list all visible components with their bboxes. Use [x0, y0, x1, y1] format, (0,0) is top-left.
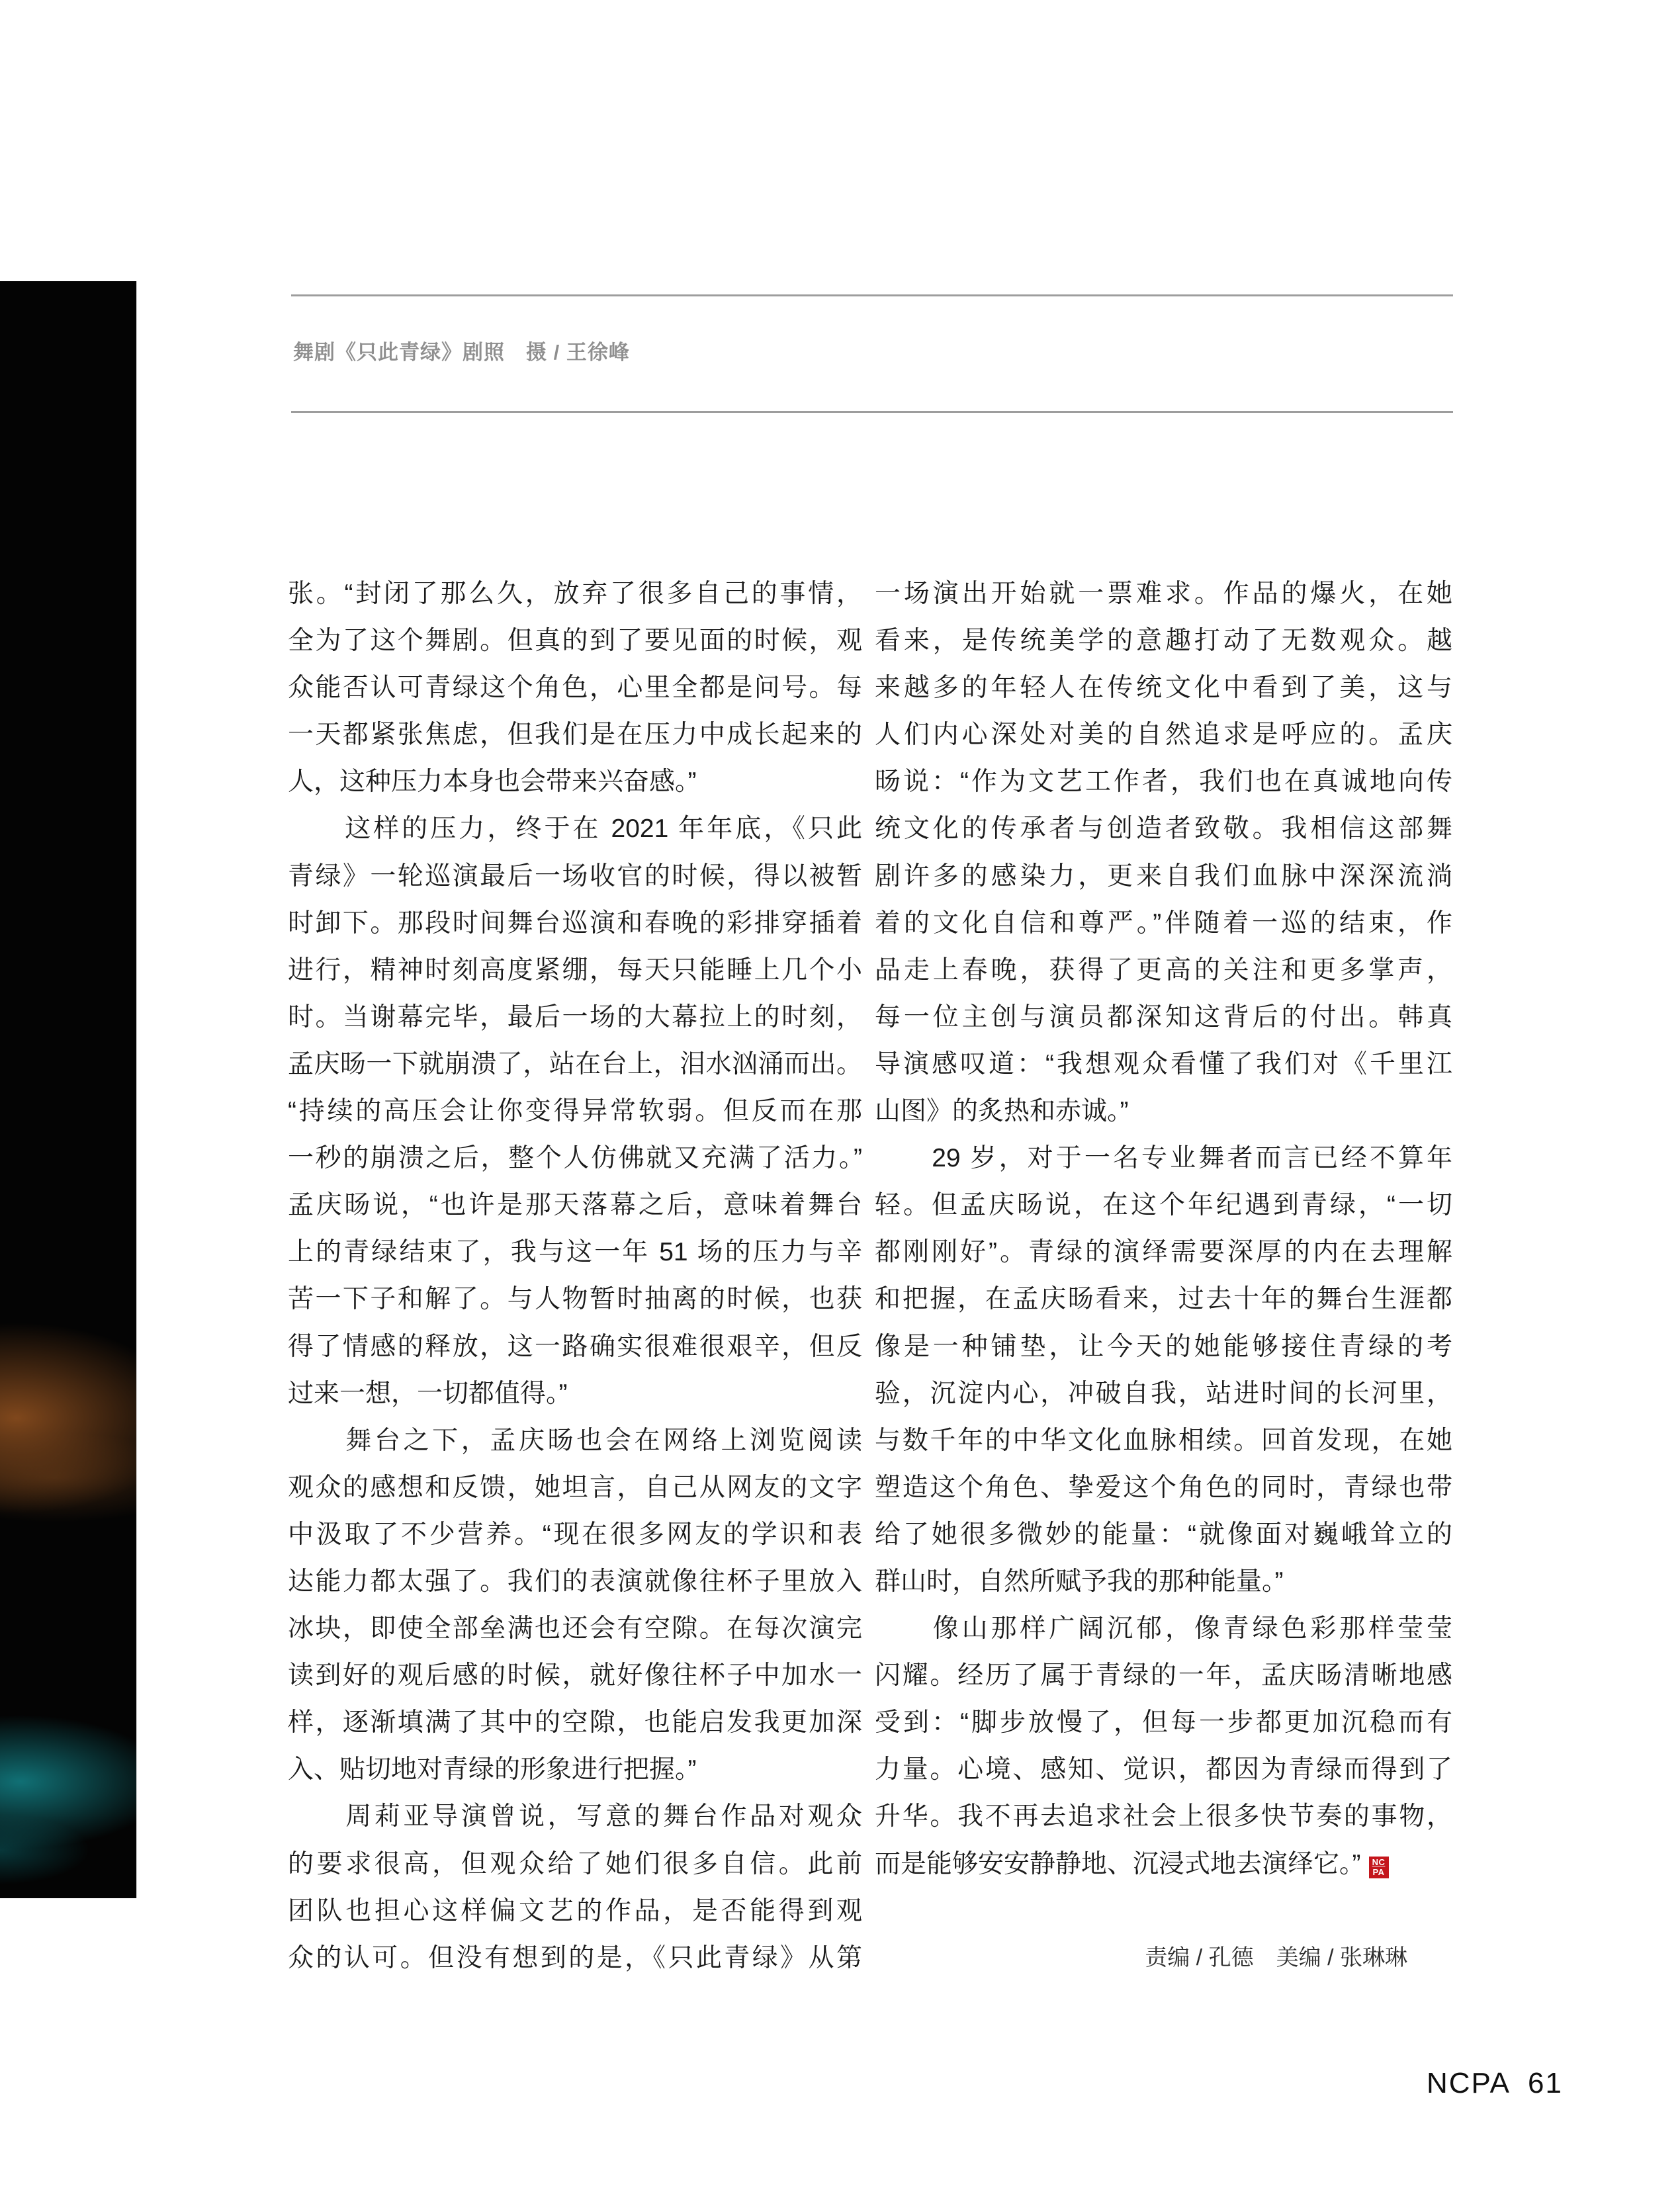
text-line: 像是一种铺垫，让今天的她能够接住青绿的考 [875, 1332, 1452, 1361]
text-line: 得了情感的释放，这一路确实很难很艰辛，但反 [288, 1332, 862, 1361]
text-line: 众的认可。但没有想到的是，《只此青绿》从第 [288, 1943, 862, 1972]
text-line: 上的青绿结束了，我与这一年 51 场的压力与辛 [288, 1238, 862, 1267]
text-line: 一场演出开始就一票难求。作品的爆火，在她 [875, 580, 1452, 608]
text-line: 舞台之下，孟庆旸也会在网络上浏览阅读 [288, 1426, 862, 1455]
text-line: 这样的压力，终于在 2021 年年底，《只此 [288, 814, 862, 844]
text-line: 进行，精神时刻高度紧绷，每天只能睡上几个小 [288, 955, 862, 985]
text-line: 观众的感想和反馈，她坦言，自己从网友的文字 [288, 1473, 862, 1502]
footer-page-number: 61 [1527, 2067, 1563, 2099]
text-line: 和把握，在孟庆旸看来，过去十年的舞台生涯都 [875, 1285, 1452, 1314]
text-line: 升华。我不再去追求社会上很多快节奏的事物， [875, 1802, 1452, 1831]
text-line: 时卸下。那段时间舞台巡演和春晚的彩排穿插着 [288, 908, 862, 938]
credits-line: 责编 / 孔德 美编 / 张琳琳 [1145, 1945, 1407, 1970]
text-line: 张。“封闭了那么久，放弃了很多自己的事情， [288, 580, 862, 608]
text-line: 验，沉淀内心，冲破自我，站进时间的长河里， [875, 1379, 1452, 1408]
text-line: 受到：“脚步放慢了，但每一步都更加沉稳而有 [875, 1708, 1452, 1737]
ncpa-logo: $\frac{NC}{PA}$ [1369, 1857, 1389, 1878]
text-line: 周莉亚导演曾说，写意的舞台作品对观众 [288, 1802, 862, 1831]
article-column-right [875, 570, 1452, 1888]
text-line: 塑造这个角色、挚爱这个角色的同时，青绿也带 [875, 1473, 1452, 1502]
text-line: 给了她很多微妙的能量：“就像面对巍峨耸立的 [875, 1520, 1452, 1549]
footer-brand: NCPA [1427, 2067, 1511, 2099]
text-line: 轻。但孟庆旸说，在这个年纪遇到青绿，“一切 [875, 1191, 1452, 1220]
text-line: 剧许多的感染力，更来自我们血脉中深深流淌 [875, 861, 1452, 891]
text-line: 的要求很高，但观众给了她们很多自信。此前 [288, 1849, 862, 1878]
text-line: 一秒的崩溃之后，整个人仿佛就又充满了活力。” [288, 1144, 862, 1173]
text-line: 看来，是传统美学的意趣打动了无数观众。越 [875, 627, 1452, 656]
text-line: 读到好的观后感的时候，就好像往杯子中加水一 [288, 1661, 862, 1690]
text-line: 入、贴切地对青绿的形象进行把握。” [288, 1755, 697, 1784]
text-line: 孟庆旸一下就崩溃了，站在台上，泪水汹涌而出。 [288, 1049, 862, 1078]
text-line: 达能力都太强了。我们的表演就像往杯子里放入 [288, 1567, 862, 1596]
text-line: 都刚刚好”。青绿的演绎需要深厚的内在去理解 [875, 1238, 1452, 1267]
text-line: 山图》的炙热和赤诚。” [875, 1097, 1129, 1126]
caption-rule-bottom [291, 411, 1453, 413]
text-line: 时。当谢幕完毕，最后一场的大幕拉上的时刻， [288, 1002, 862, 1031]
text-line: 苦一下子和解了。与人物暂时抽离的时候，也获 [288, 1285, 862, 1314]
text-line: 而是能够安安静静地、沉浸式地去演绎它。” $\frac{NC}{PA}$ [875, 1841, 1452, 1888]
caption-rule-top [291, 294, 1453, 296]
text-line: “持续的高压会让你变得异常软弱。但反而在那 [288, 1097, 862, 1126]
text-line: 人，这种压力本身也会带来兴奋感。” [288, 767, 697, 797]
text-line: 人们内心深处对美的自然追求是呼应的。孟庆 [875, 721, 1452, 750]
text-line: 导演感叹道：“我想观众看懂了我们对《千里江 [875, 1049, 1452, 1078]
text-line: 着的文化自信和尊严。”伴随着一巡的结束，作 [875, 908, 1452, 938]
text-line: 青绿》一轮巡演最后一场收官的时候，得以被暂 [288, 861, 862, 891]
text-line: 29 岁，对于一名专业舞者而言已经不算年 [875, 1144, 1452, 1173]
text-line: 众能否认可青绿这个角色，心里全都是问号。每 [288, 674, 862, 703]
text-line: 闪耀。经历了属于青绿的一年，孟庆旸清晰地感 [875, 1661, 1452, 1690]
text-line: 样，逐渐填满了其中的空隙，也能启发我更加深 [288, 1708, 862, 1737]
text-line: 统文化的传承者与创造者致敬。我相信这部舞 [875, 814, 1452, 844]
text-line: 与数千年的中华文化血脉相续。回首发现，在她 [875, 1426, 1452, 1455]
text-line: 孟庆旸说，“也许是那天落幕之后，意味着舞台 [288, 1191, 862, 1220]
text-line: 来越多的年轻人在传统文化中看到了美，这与 [875, 674, 1452, 703]
page-footer [1427, 2067, 1563, 2100]
text-line: 群山时，自然所赋予我的那种能量。” [875, 1567, 1284, 1596]
text-line: 力量。心境、感知、觉识，都因为青绿而得到了 [875, 1755, 1452, 1784]
text-line: 品走上春晚，获得了更高的关注和更多掌声， [875, 955, 1452, 985]
text-line: 过来一想，一切都值得。” [288, 1379, 568, 1408]
text-line: 全为了这个舞剧。但真的到了要见面的时候，观 [288, 627, 862, 656]
text-line: 一天都紧张焦虑，但我们是在压力中成长起来的 [288, 721, 862, 750]
text-line: 每一位主创与演员都深知这背后的付出。韩真 [875, 1002, 1452, 1031]
article-column-left [288, 570, 862, 1982]
text-line: 冰块，即使全部垒满也还会有空隙。在每次演完 [288, 1614, 862, 1643]
text-line: 像山那样广阔沉郁，像青绿色彩那样莹莹 [875, 1614, 1452, 1643]
photo-caption: 舞剧《只此青绿》剧照 摄 / 王徐峰 [293, 341, 630, 364]
text-line: 中汲取了不少营养。“现在很多网友的学识和表 [288, 1520, 862, 1549]
stage-photo-strip [0, 281, 137, 1898]
text-line: 旸说：“作为文艺工作者，我们也在真诚地向传 [875, 767, 1452, 797]
text-line: 团队也担心这样偏文艺的作品，是否能得到观 [288, 1896, 862, 1925]
